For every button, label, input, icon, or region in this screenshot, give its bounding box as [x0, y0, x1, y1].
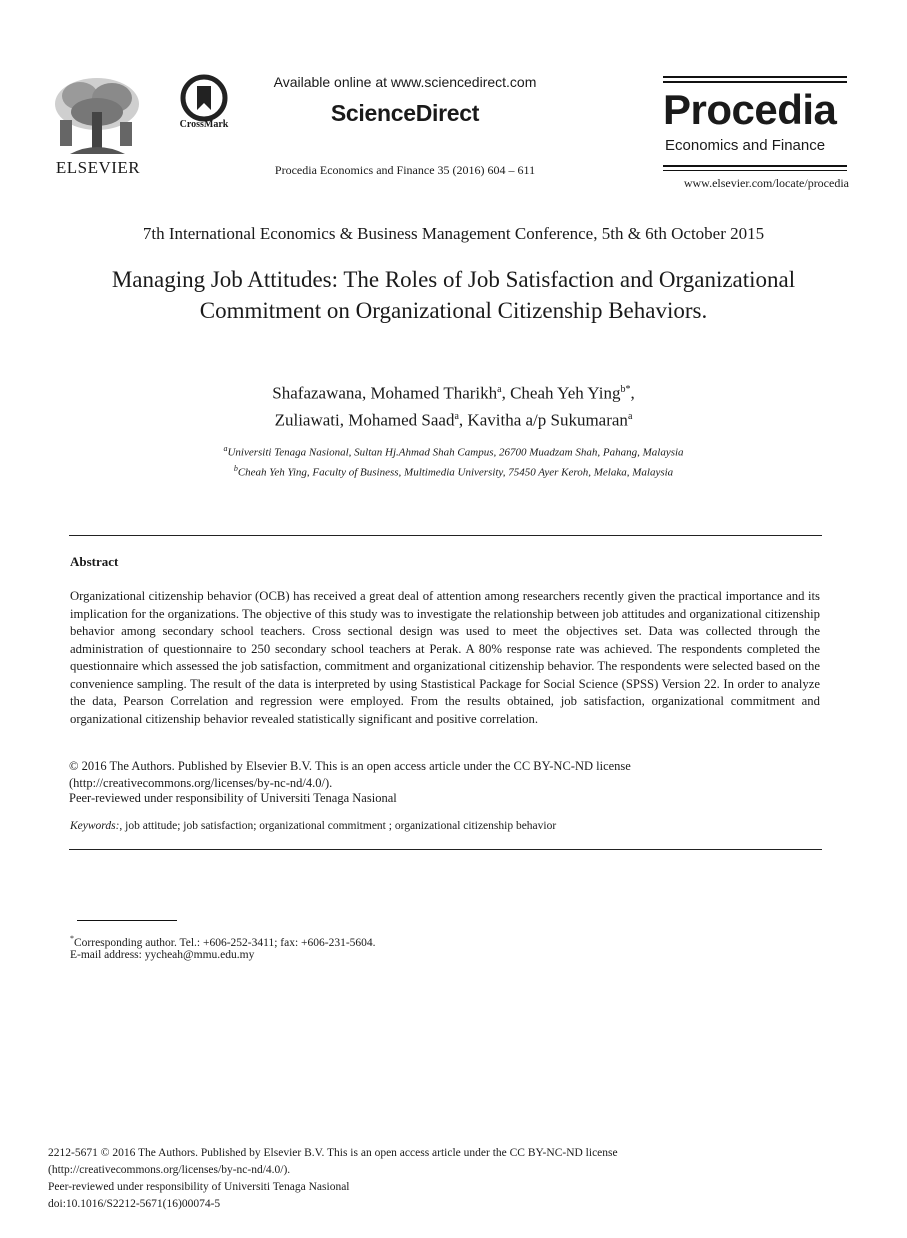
- procedia-bottom-rule-2: [663, 170, 847, 171]
- procedia-url[interactable]: www.elsevier.com/locate/procedia: [683, 176, 849, 190]
- email-note: E-mail address: yycheah@mmu.edu.my: [70, 949, 255, 961]
- peer-review-notice: Peer-reviewed under responsibility of Universiti Tenaga Nasional: [69, 791, 397, 805]
- affiliation-b: $^b$Cheah Yeh Ying, Faculty of Business, Multimedia University, 75450 Ayer Keroh, Melaka, Malaysia: [233, 463, 674, 479]
- divider-top: [69, 535, 822, 536]
- available-online-text: Available online at www.sciencedirect.com: [273, 74, 537, 90]
- procedia-subtitle: Economics and Finance: [665, 137, 826, 154]
- procedia-bottom-rule: [663, 165, 847, 167]
- procedia-top-rule-2: [663, 81, 847, 83]
- author-line-2: Zuliawati, Mohamed Saad$^a$, Kavitha a/p Sukumaran$^a$: [274, 410, 633, 430]
- issn-license: 2212-5671 © 2016 The Authors. Published by Elsevier B.V. This is an open access article under the CC BY-NC-ND license: [48, 1147, 618, 1159]
- conference-line: 7th International Economics & Business Management Conference, 5th & 6th October 2015: [142, 224, 765, 243]
- license-url[interactable]: (http://creativecommons.org/licenses/by-nc-nd/4.0/).: [48, 1164, 291, 1176]
- keywords-list: , job attitude; job satisfaction; organizational commitment ; organizational citizenship behavior: [119, 820, 557, 832]
- author-list: [80, 378, 827, 431]
- crossmark-label: CrossMark: [179, 119, 229, 130]
- procedia-title: Procedia: [663, 86, 837, 133]
- affiliations: [80, 441, 827, 480]
- keywords-line: [70, 820, 820, 832]
- abstract-body: Organizational citizenship behavior (OCB) has received a great deal of attention among researchers recently given the practical importance and its implication for the organizations. The objective of this study was to investigate the relationship between job attitudes and organizational citizenship behavior among secondary school teachers. Cross sectional design was used to meet the objectives set. Data was collected through the administration of questionnaire to 250 secondary school teachers at Perak. A 80% response rate was achieved. The respondents completed the questionnaire which assessed the job satisfaction, commitment and organizational citizenship behavior. The respondents were selected based on the convenience sampling. The result of the data is interpreted by using Stastistical Package for Social Science (SPSS) Version 22. In order to analyze the data, Pearson Correlation and regression were employed. From the results obtained, job satisfaction, organizational commitment and organizational citizenship behavior revealed statistically significant and positive correlation.: [70, 589, 820, 726]
- procedia-top-rule: [663, 76, 847, 78]
- affiliation-a: $^a$Universiti Tenaga Nasional, Sultan Hj.Ahmad Shah Campus, 26700 Muadzam Shah, Pahang, Malaysia: [223, 444, 684, 459]
- author-line-1: Shafazawana, Mohamed Tharikh$^a$, Cheah Yeh Ying$^{b*}$,: [272, 383, 635, 403]
- divider-bottom: [69, 849, 822, 850]
- doi[interactable]: doi:10.1016/S2212-5671(16)00074-5: [48, 1198, 221, 1210]
- abstract-heading: Abstract: [70, 554, 119, 569]
- crossmark-icon[interactable]: [180, 74, 228, 122]
- footnote-rule: [77, 920, 177, 921]
- corresponding-author-note: *Corresponding author. Tel.: +606-252-3411; fax: +606-231-5604.: [70, 934, 376, 949]
- journal-reference: Procedia Economics and Finance 35 (2016) 604 – 611: [274, 163, 536, 177]
- sciencedirect-logo: ScienceDirect: [330, 100, 480, 126]
- paper-title: Managing Job Attitudes: The Roles of Job Satisfaction and Organizational Commitment on Organizational Citizenship Behaviors.: [111, 267, 796, 323]
- elsevier-tree-logo: [50, 74, 145, 158]
- license-notice: © 2016 The Authors. Published by Elsevier B.V. This is an open access article under the CC BY-NC-ND license (http://creativecommons.org/licenses/by-nc-nd/4.0/).: [69, 759, 631, 790]
- elsevier-wordmark: ELSEVIER: [55, 158, 141, 177]
- bottom-peer-review: Peer-reviewed under responsibility of Universiti Tenaga Nasional: [48, 1181, 350, 1193]
- keywords-label: Keywords:: [70, 820, 120, 832]
